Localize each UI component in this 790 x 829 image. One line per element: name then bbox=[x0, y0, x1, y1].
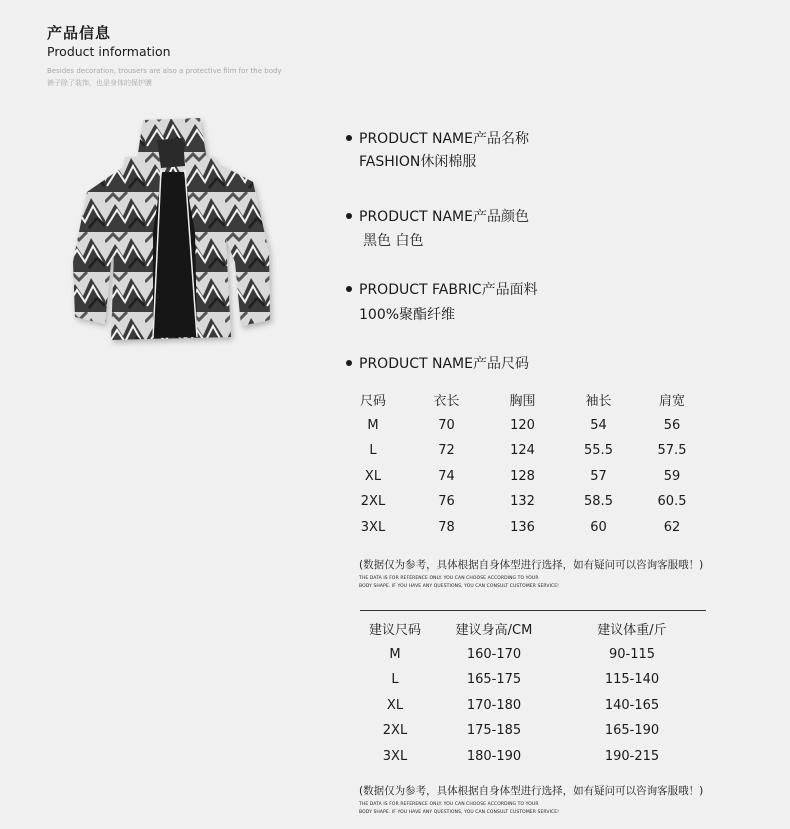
table-cell: 190-215 bbox=[604, 748, 660, 764]
table-header-cell: 建议身高/CM bbox=[455, 623, 533, 639]
table-header-row bbox=[347, 387, 698, 413]
table-row bbox=[347, 464, 698, 490]
table-row bbox=[347, 489, 698, 515]
table-cell: 165-190 bbox=[604, 723, 660, 739]
size-table bbox=[347, 387, 698, 540]
table-cell: 55.5 bbox=[584, 443, 613, 459]
table-header-cell: 衣长 bbox=[433, 394, 460, 410]
table-row bbox=[360, 744, 706, 770]
table-cell: 90-115 bbox=[608, 646, 656, 662]
jacket-photo bbox=[65, 112, 280, 352]
reference-note-cn: (数据仅为参考，具体根据自身体型进行选择，如有疑问可以咨询客服哦！) bbox=[359, 785, 704, 797]
table-row bbox=[360, 667, 706, 693]
table-cell: 62 bbox=[663, 519, 681, 535]
product-name-value: FASHION休闲棉服 bbox=[359, 154, 477, 170]
table-cell: 70 bbox=[438, 417, 455, 433]
table-cell: 56 bbox=[663, 417, 681, 433]
bullet-dot bbox=[346, 213, 352, 219]
table-cell: 57 bbox=[590, 468, 607, 484]
table-cell: 124 bbox=[510, 443, 535, 459]
table-header-cell: 肩宽 bbox=[658, 394, 685, 410]
table-cell: 2XL bbox=[360, 494, 386, 510]
table-cell: 72 bbox=[438, 443, 455, 459]
table-cell: 78 bbox=[438, 519, 455, 535]
table-cell: 136 bbox=[510, 519, 535, 535]
table-cell: 57.5 bbox=[657, 443, 687, 459]
product-size-label: PRODUCT NAME产品尺码 bbox=[346, 353, 529, 373]
table-cell: 115-140 bbox=[604, 672, 660, 688]
table-cell: 160-170 bbox=[466, 646, 522, 662]
section-title-cn: 产品信息 bbox=[47, 24, 112, 42]
product-fabric-label: PRODUCT FABRIC产品面料 bbox=[346, 279, 538, 299]
table-row bbox=[347, 438, 698, 464]
jacket-icon bbox=[65, 112, 280, 352]
table-cell: 120 bbox=[510, 417, 535, 433]
table-cell: 180-190 bbox=[466, 748, 522, 764]
table-header-cell: 建议尺码 bbox=[368, 623, 421, 639]
reference-note-en-line1: THE DATA IS FOR REFERENCE ONLY. YOU CAN CHOOSE ACCORDING TO YOUR bbox=[359, 576, 539, 581]
table-header-row bbox=[360, 616, 706, 642]
table-cell: 165-175 bbox=[466, 672, 522, 688]
table-cell: L bbox=[391, 672, 399, 688]
product-color-value: 黑色 白色 bbox=[363, 233, 424, 249]
reference-note-en-line1: THE DATA IS FOR REFERENCE ONLY. YOU CAN CHOOSE ACCORDING TO YOUR bbox=[359, 802, 539, 807]
product-fabric-value: 100%聚酯纤维 bbox=[359, 307, 456, 323]
table-cell: 76 bbox=[438, 494, 455, 510]
table-cell: 59 bbox=[663, 468, 681, 484]
table-header-cell: 袖长 bbox=[585, 394, 612, 410]
table-row bbox=[347, 413, 698, 439]
table-header-cell: 建议体重/斤 bbox=[597, 623, 667, 639]
reference-note-en-line2: BODY SHAPE. IF YOU HAVE ANY QUESTIONS, YOU CAN CONSULT CUSTOMER SERVICE! bbox=[359, 810, 560, 815]
subtitle-cn: 裤子除了装饰，也是身体的保护膜 bbox=[47, 79, 152, 87]
bullet-dot bbox=[346, 135, 352, 141]
bullet-dot bbox=[346, 360, 352, 366]
table-cell: 60.5 bbox=[657, 494, 687, 510]
table-row bbox=[360, 642, 706, 668]
product-color-label: PRODUCT NAME产品颜色 bbox=[346, 206, 529, 226]
table-cell: 2XL bbox=[382, 723, 408, 739]
table-cell: 54 bbox=[590, 417, 607, 433]
table-cell: M bbox=[389, 646, 401, 662]
bullet-dot bbox=[346, 286, 352, 292]
table-cell: XL bbox=[386, 697, 404, 713]
table-header-cell: 尺码 bbox=[359, 394, 386, 410]
table-cell: 74 bbox=[438, 468, 455, 484]
table-row bbox=[360, 718, 706, 744]
table-cell: 170-180 bbox=[466, 697, 522, 713]
table-cell: 3XL bbox=[360, 519, 386, 535]
table-cell: 132 bbox=[510, 494, 535, 510]
table-header-cell: 胸围 bbox=[509, 394, 536, 410]
table-row bbox=[360, 693, 706, 719]
table-cell: M bbox=[367, 417, 379, 433]
product-name-label: PRODUCT NAME产品名称 bbox=[346, 128, 529, 148]
table-cell: 128 bbox=[510, 468, 535, 484]
recommendation-table bbox=[360, 616, 706, 769]
table-cell: 58.5 bbox=[584, 494, 613, 510]
reference-note-en-line2: BODY SHAPE. IF YOU HAVE ANY QUESTIONS, YOU CAN CONSULT CUSTOMER SERVICE! bbox=[359, 584, 560, 589]
reference-note-cn: (数据仅为参考，具体根据自身体型进行选择，如有疑问可以咨询客服哦！) bbox=[359, 559, 704, 571]
table-cell: XL bbox=[364, 468, 382, 484]
table-cell: 60 bbox=[590, 519, 607, 535]
table-cell: 3XL bbox=[382, 748, 408, 764]
table-row bbox=[347, 515, 698, 541]
table-cell: L bbox=[369, 443, 377, 459]
subtitle-en: Besides decoration, trousers are also a protective film for the body bbox=[47, 67, 282, 75]
table-cell: 175-185 bbox=[466, 723, 522, 739]
section-title-en: Product information bbox=[47, 44, 171, 59]
divider bbox=[360, 610, 706, 611]
table-cell: 140-165 bbox=[604, 697, 660, 713]
